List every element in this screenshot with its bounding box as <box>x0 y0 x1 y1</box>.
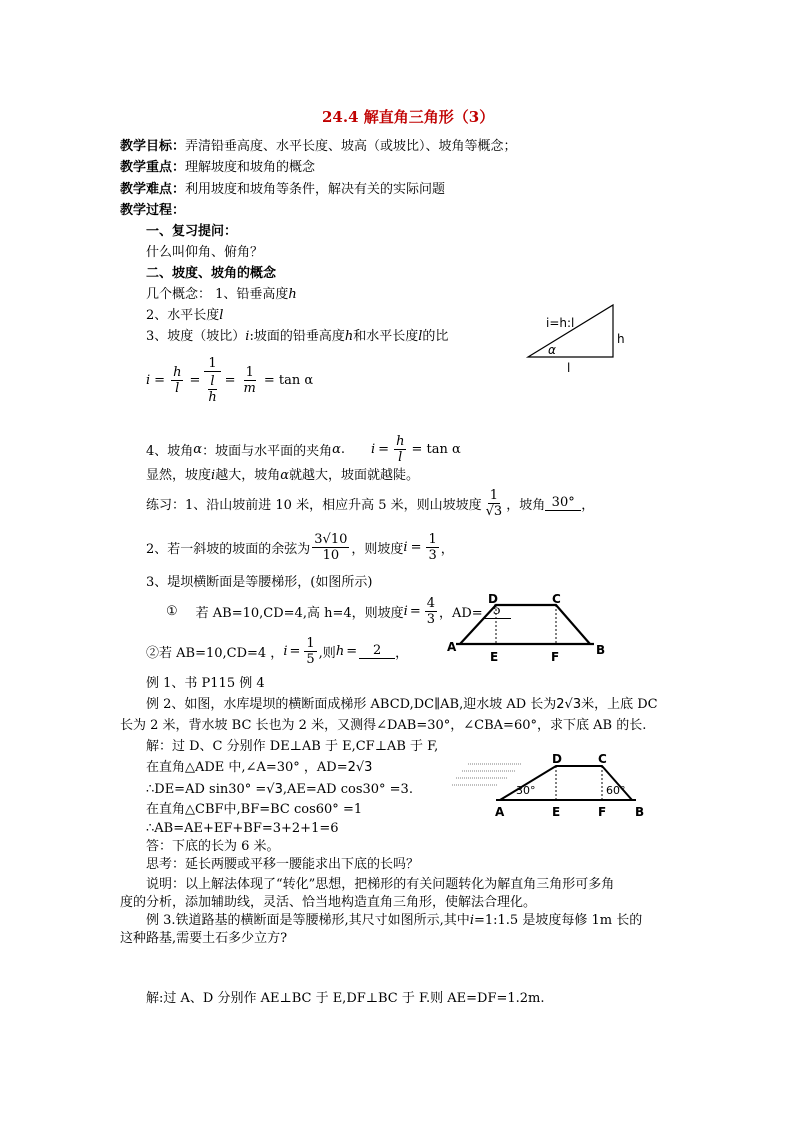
practice-3-q2-answer: 2 <box>359 644 395 659</box>
process-label: 教学过程： <box>120 203 186 218</box>
example-3-line-2: 这种路基,需要土石多少立方? <box>120 931 288 946</box>
trap2-label-d: D <box>552 752 562 766</box>
trap1-label-c: C <box>552 592 561 606</box>
triangle-label-alpha: α <box>548 343 556 357</box>
solution-line-3: ∴DE=AD sin30° =√3,AE=AD cos30° =3. <box>146 782 413 797</box>
teaching-goals <box>120 138 517 156</box>
practice-3: 3、堤坝横断面是等腰梯形，(如图所示) <box>146 575 373 590</box>
concept-line-2: 2、水平长度l <box>146 308 224 323</box>
water-lines <box>452 764 522 785</box>
trapezoid-1-sides <box>460 605 590 644</box>
solution-answer: 答：下底的长为 6 米。 <box>146 839 280 854</box>
concept-line-1: 几个概念： 1、铅垂高度h <box>146 287 297 302</box>
triangle-shape <box>528 305 613 357</box>
example-2-line-1: 例 2、如图，水库堤坝的横断面成梯形 ABCD,DC∥AB,迎水坡 AD 长为2√3米，上底 DC <box>146 697 658 712</box>
solution-line-5: ∴AB=AE+EF+BF=3+2+1=6 <box>146 821 339 836</box>
example-3-solution: 解:过 A、D 分别作 AE⊥BC 于 E,DF⊥BC 于 F.则 AE=DF=1.2m. <box>146 991 545 1006</box>
var-l: l <box>219 308 224 323</box>
practice-1-angle-answer: 30° <box>545 496 581 511</box>
goals-label: 教学目标： <box>120 139 186 154</box>
trap2-label-b: B <box>635 805 645 819</box>
review-heading: 一、复习提问： <box>146 224 238 239</box>
difficulty-text: 利用坡度和坡角等条件，解决有关的实际问题 <box>185 182 446 197</box>
practice-3-q1: ① 若 AB=10,CD=4,高 h=4，则坡度 i = $\frac{4}{3}$ ，AD= 5 <box>166 596 511 627</box>
trap2-label-f: F <box>598 805 607 819</box>
concepts-heading: 二、坡度、坡角的概念 <box>146 266 277 281</box>
trap2-label-e: E <box>552 805 561 819</box>
trap2-angle-b: 60° <box>606 784 626 797</box>
teaching-keypoint <box>120 159 315 177</box>
practice-1: 练习：1、沿山坡前进 10 米，相应升高 5 米，则山坡坡度 $\frac{1}{√3}$ ，坡角 30° ， <box>146 488 595 519</box>
trap2-angle-a: 30° <box>516 784 536 797</box>
practice-3-q1-answer: 5 <box>483 604 511 619</box>
example-3-line-1: 例 3.铁道路基的横断面是等腰梯形,其尺寸如图所示,其中i=1:1.5 是坡度每修 1m 长的 <box>146 913 643 928</box>
solution-line-1: 解：过 D、C 分别作 DE⊥AB 于 E,CF⊥AB 于 F, <box>146 739 439 754</box>
triangle-label-i: i=h:l <box>546 316 575 330</box>
keypoint-text: 理解坡度和坡角的概念 <box>185 160 316 175</box>
trap1-label-e: E <box>490 650 499 664</box>
slope-formula: i = $\frac{h}{l}$ = $\frac{1}{\frac{l}{h}}$ = $\frac{1}{m}$ = tan α <box>146 356 314 405</box>
concept-line-3: 3、坡度（坡比）i:坡面的铅垂高度h和水平长度l的比 <box>146 329 449 344</box>
trap1-label-f: F <box>551 650 560 664</box>
goals-text: 弄清铅垂高度、水平长度、坡高（或坡比）、坡角等概念； <box>185 139 517 154</box>
trapezoid-figure-1 <box>444 588 614 664</box>
note-line-2: 度的分析，添加辅助线，灵活、恰当地构造直角三角形，使解法合理化。 <box>120 895 537 910</box>
obvious-statement: 显然，坡度i越大，坡角α就越大，坡面就越陡。 <box>146 468 419 483</box>
example-1: 例 1、书 P115 例 4 <box>146 676 265 691</box>
trapezoid-figure-2 <box>432 746 654 820</box>
trap1-label-b: B <box>596 643 606 657</box>
example-2-line-2: 长为 2 米，背水坡 BC 长也为 2 米，又测得∠DAB=30°，∠CBA=60°，求下底 AB 的长. <box>120 718 647 733</box>
solution-line-4: 在直角△CBF中,BF=BC cos60° =1 <box>146 802 363 817</box>
teaching-difficulty <box>120 181 445 199</box>
triangle-label-h: h <box>617 332 625 346</box>
practice-2: 2、若一斜坡的坡面的余弦为 $\frac{3√10}{10}$ ，则坡度 i = $\frac{1}{3}$ ， <box>146 532 454 563</box>
trap1-label-d: D <box>488 592 498 606</box>
triangle-label-l: l <box>567 361 571 375</box>
think-question: 思考：延长两腰或平移一腰能求出下底的长吗？ <box>146 857 420 872</box>
trap2-label-a: A <box>495 805 505 819</box>
practice-3-q2: ②若 AB=10,CD=4 ， i = $\frac{1}{5}$ ,则 h = 2 ， <box>146 636 409 667</box>
review-question: 什么叫仰角、俯角？ <box>146 245 264 260</box>
trap1-label-a: A <box>447 640 457 654</box>
difficulty-label: 教学难点： <box>120 182 186 197</box>
page-title: 24.4 解直角三角形（3） <box>322 108 495 126</box>
concept-line-4: 4、坡角 α ：坡面与水平面的夹角 α . i = $\frac{h}{l}$ = tan α <box>146 434 461 465</box>
solution-line-2: 在直角△ADE 中,∠A=30° ，AD=2√3 <box>146 760 373 775</box>
keypoint-label: 教学重点： <box>120 160 186 175</box>
note-line-1: 说明：以上解法体现了“转化”思想，把梯形的有关问题转化为解直角三角形可多角 <box>146 877 615 892</box>
var-h: h <box>288 287 297 302</box>
trap2-label-c: C <box>598 752 607 766</box>
slope-triangle-figure <box>520 300 630 380</box>
